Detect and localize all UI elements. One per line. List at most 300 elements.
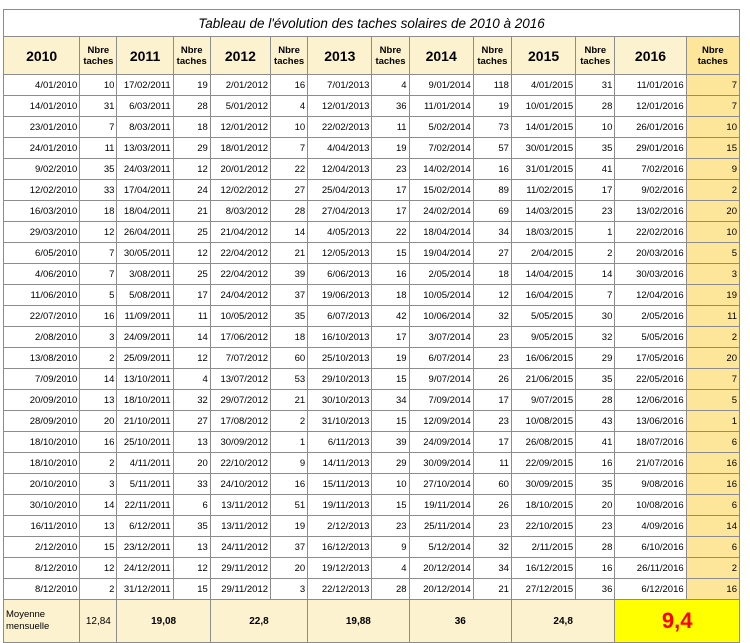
table-row bbox=[4, 453, 740, 474]
date-cell: 15/02/2014 bbox=[409, 180, 473, 201]
table-row bbox=[4, 474, 740, 495]
count-cell: 21 bbox=[271, 390, 308, 411]
count-cell: 17 bbox=[372, 180, 409, 201]
average-value-2015: 24,8 bbox=[511, 600, 614, 643]
count-cell: 26 bbox=[473, 495, 511, 516]
count-cell: 43 bbox=[576, 411, 615, 432]
count-cell: 7 bbox=[80, 264, 117, 285]
count-cell: 23 bbox=[372, 159, 409, 180]
table-row bbox=[4, 369, 740, 390]
count-cell: 12 bbox=[80, 222, 117, 243]
count-cell: 15 bbox=[372, 243, 409, 264]
count-cell: 35 bbox=[576, 369, 615, 390]
date-cell: 24/09/2014 bbox=[409, 432, 473, 453]
date-cell: 11/01/2016 bbox=[615, 75, 686, 96]
count-cell: 2 bbox=[80, 579, 117, 600]
table-row bbox=[4, 285, 740, 306]
count-cell: 60 bbox=[271, 348, 308, 369]
date-cell: 30/05/2011 bbox=[117, 243, 173, 264]
date-cell: 2/05/2016 bbox=[615, 306, 686, 327]
count-cell: 1 bbox=[271, 432, 308, 453]
count-cell: 16 bbox=[576, 453, 615, 474]
date-cell: 16/12/2013 bbox=[308, 537, 372, 558]
count-cell: 35 bbox=[576, 474, 615, 495]
solar-spots-table-container bbox=[3, 9, 740, 643]
date-cell: 27/10/2014 bbox=[409, 474, 473, 495]
count-cell: 14 bbox=[80, 369, 117, 390]
date-cell: 20/12/2014 bbox=[409, 579, 473, 600]
date-cell: 29/11/2012 bbox=[210, 558, 270, 579]
date-cell: 24/02/2014 bbox=[409, 201, 473, 222]
count-cell: 10 bbox=[372, 474, 409, 495]
date-cell: 28/09/2010 bbox=[4, 411, 80, 432]
count-cell: 7 bbox=[80, 243, 117, 264]
count-cell: 28 bbox=[271, 201, 308, 222]
count-cell: 10 bbox=[80, 75, 117, 96]
date-cell: 29/10/2013 bbox=[308, 369, 372, 390]
date-cell: 24/11/2012 bbox=[210, 537, 270, 558]
count-cell: 16 bbox=[686, 453, 739, 474]
date-cell: 26/11/2016 bbox=[615, 558, 686, 579]
average-value-2012: 22,8 bbox=[210, 600, 307, 643]
date-cell: 13/11/2012 bbox=[210, 495, 270, 516]
date-cell: 4/04/2013 bbox=[308, 138, 372, 159]
date-cell: 12/02/2010 bbox=[4, 180, 80, 201]
date-cell: 2/12/2013 bbox=[308, 516, 372, 537]
count-cell: 15 bbox=[372, 495, 409, 516]
count-cell: 37 bbox=[271, 537, 308, 558]
count-cell: 4 bbox=[271, 96, 308, 117]
count-cell: 19 bbox=[372, 348, 409, 369]
date-cell: 4/01/2010 bbox=[4, 75, 80, 96]
count-cell: 25 bbox=[173, 222, 210, 243]
date-cell: 14/04/2015 bbox=[511, 264, 575, 285]
date-cell: 18/04/2011 bbox=[117, 201, 173, 222]
date-cell: 9/02/2010 bbox=[4, 159, 80, 180]
table-row bbox=[4, 327, 740, 348]
count-cell: 2 bbox=[80, 453, 117, 474]
count-cell: 15 bbox=[173, 579, 210, 600]
year-header-2012: 2012 bbox=[210, 37, 270, 75]
date-cell: 10/01/2015 bbox=[511, 96, 575, 117]
count-cell: 13 bbox=[80, 390, 117, 411]
count-cell: 33 bbox=[173, 474, 210, 495]
count-cell: 32 bbox=[473, 306, 511, 327]
date-cell: 13/02/2016 bbox=[615, 201, 686, 222]
date-cell: 2/11/2015 bbox=[511, 537, 575, 558]
year-header-2015: 2015 bbox=[511, 37, 575, 75]
title-row bbox=[4, 10, 740, 37]
count-cell: 17 bbox=[473, 390, 511, 411]
date-cell: 30/10/2013 bbox=[308, 390, 372, 411]
count-cell: 19 bbox=[372, 138, 409, 159]
date-cell: 2/08/2010 bbox=[4, 327, 80, 348]
count-cell: 32 bbox=[173, 390, 210, 411]
date-cell: 4/01/2015 bbox=[511, 75, 575, 96]
count-cell: 22 bbox=[271, 159, 308, 180]
average-value-2011: 19,08 bbox=[117, 600, 210, 643]
count-cell: 20 bbox=[576, 495, 615, 516]
count-cell: 14 bbox=[271, 222, 308, 243]
date-cell: 25/09/2011 bbox=[117, 348, 173, 369]
date-cell: 26/01/2016 bbox=[615, 117, 686, 138]
year-header-2016: 2016 bbox=[615, 37, 686, 75]
date-cell: 25/11/2014 bbox=[409, 516, 473, 537]
count-header-2011: Nbre taches bbox=[173, 37, 210, 75]
date-cell: 17/05/2016 bbox=[615, 348, 686, 369]
count-cell: 28 bbox=[576, 390, 615, 411]
table-row bbox=[4, 243, 740, 264]
average-value-2010: 12,84 bbox=[80, 600, 117, 643]
count-cell: 17 bbox=[576, 180, 615, 201]
date-cell: 12/04/2016 bbox=[615, 285, 686, 306]
count-cell: 9 bbox=[372, 537, 409, 558]
count-cell: 10 bbox=[576, 117, 615, 138]
date-cell: 9/02/2016 bbox=[615, 180, 686, 201]
date-cell: 19/11/2014 bbox=[409, 495, 473, 516]
date-cell: 24/03/2011 bbox=[117, 159, 173, 180]
count-cell: 89 bbox=[473, 180, 511, 201]
count-cell: 15 bbox=[80, 537, 117, 558]
date-cell: 14/11/2013 bbox=[308, 453, 372, 474]
count-cell: 28 bbox=[173, 96, 210, 117]
count-cell: 22 bbox=[372, 222, 409, 243]
count-cell: 35 bbox=[271, 306, 308, 327]
count-cell: 21 bbox=[173, 201, 210, 222]
count-cell: 16 bbox=[372, 264, 409, 285]
date-cell: 9/07/2015 bbox=[511, 390, 575, 411]
table-row bbox=[4, 516, 740, 537]
year-header-2013: 2013 bbox=[308, 37, 372, 75]
date-cell: 5/01/2012 bbox=[210, 96, 270, 117]
count-cell: 1 bbox=[576, 222, 615, 243]
count-cell: 29 bbox=[576, 348, 615, 369]
year-header-2010: 2010 bbox=[4, 37, 80, 75]
count-cell: 60 bbox=[473, 474, 511, 495]
count-cell: 11 bbox=[80, 138, 117, 159]
count-cell: 39 bbox=[271, 264, 308, 285]
count-cell: 16 bbox=[686, 579, 739, 600]
count-header-2015: Nbre taches bbox=[576, 37, 615, 75]
count-cell: 15 bbox=[372, 411, 409, 432]
count-cell: 6 bbox=[173, 495, 210, 516]
date-cell: 18/10/2011 bbox=[117, 390, 173, 411]
count-cell: 7 bbox=[686, 369, 739, 390]
table-row bbox=[4, 579, 740, 600]
date-cell: 5/05/2015 bbox=[511, 306, 575, 327]
date-cell: 6/03/2011 bbox=[117, 96, 173, 117]
count-header-2014: Nbre taches bbox=[473, 37, 511, 75]
count-cell: 7 bbox=[271, 138, 308, 159]
date-cell: 22/11/2011 bbox=[117, 495, 173, 516]
date-cell: 29/01/2016 bbox=[615, 138, 686, 159]
table-row bbox=[4, 558, 740, 579]
count-cell: 35 bbox=[576, 138, 615, 159]
date-cell: 17/02/2011 bbox=[117, 75, 173, 96]
count-cell: 7 bbox=[686, 96, 739, 117]
count-cell: 35 bbox=[173, 516, 210, 537]
count-cell: 23 bbox=[473, 516, 511, 537]
count-cell: 12 bbox=[173, 159, 210, 180]
date-cell: 29/03/2010 bbox=[4, 222, 80, 243]
date-cell: 2/04/2015 bbox=[511, 243, 575, 264]
date-cell: 16/04/2015 bbox=[511, 285, 575, 306]
date-cell: 27/04/2013 bbox=[308, 201, 372, 222]
table-row bbox=[4, 432, 740, 453]
year-header-2011: 2011 bbox=[117, 37, 173, 75]
count-cell: 23 bbox=[473, 411, 511, 432]
count-cell: 13 bbox=[173, 537, 210, 558]
count-cell: 24 bbox=[173, 180, 210, 201]
table-row bbox=[4, 306, 740, 327]
count-cell: 16 bbox=[686, 474, 739, 495]
count-cell: 12 bbox=[80, 558, 117, 579]
date-cell: 22/12/2013 bbox=[308, 579, 372, 600]
count-cell: 20 bbox=[271, 558, 308, 579]
count-cell: 4 bbox=[372, 558, 409, 579]
count-cell: 32 bbox=[576, 327, 615, 348]
count-cell: 2 bbox=[686, 180, 739, 201]
date-cell: 22/05/2016 bbox=[615, 369, 686, 390]
count-cell: 34 bbox=[473, 558, 511, 579]
count-cell: 18 bbox=[80, 201, 117, 222]
count-cell: 51 bbox=[271, 495, 308, 516]
count-cell: 6 bbox=[686, 432, 739, 453]
count-cell: 19 bbox=[271, 516, 308, 537]
date-cell: 6/06/2013 bbox=[308, 264, 372, 285]
table-row bbox=[4, 180, 740, 201]
count-cell: 17 bbox=[372, 327, 409, 348]
count-cell: 32 bbox=[473, 537, 511, 558]
date-cell: 21/06/2015 bbox=[511, 369, 575, 390]
date-cell: 21/04/2012 bbox=[210, 222, 270, 243]
date-cell: 22/04/2012 bbox=[210, 243, 270, 264]
date-cell: 9/07/2014 bbox=[409, 369, 473, 390]
count-cell: 15 bbox=[372, 369, 409, 390]
date-cell: 11/01/2014 bbox=[409, 96, 473, 117]
date-cell: 19/06/2013 bbox=[308, 285, 372, 306]
date-cell: 22/10/2015 bbox=[511, 516, 575, 537]
date-cell: 24/09/2011 bbox=[117, 327, 173, 348]
count-cell: 2 bbox=[80, 348, 117, 369]
count-cell: 31 bbox=[576, 75, 615, 96]
count-cell: 118 bbox=[473, 75, 511, 96]
date-cell: 26/04/2011 bbox=[117, 222, 173, 243]
table-row bbox=[4, 96, 740, 117]
date-cell: 8/03/2012 bbox=[210, 201, 270, 222]
date-cell: 11/09/2011 bbox=[117, 306, 173, 327]
date-cell: 30/01/2015 bbox=[511, 138, 575, 159]
date-cell: 20/01/2012 bbox=[210, 159, 270, 180]
count-cell: 11 bbox=[372, 117, 409, 138]
date-cell: 13/06/2016 bbox=[615, 411, 686, 432]
count-cell: 10 bbox=[686, 117, 739, 138]
date-cell: 19/04/2014 bbox=[409, 243, 473, 264]
date-cell: 7/07/2012 bbox=[210, 348, 270, 369]
date-cell: 14/02/2014 bbox=[409, 159, 473, 180]
date-cell: 9/08/2016 bbox=[615, 474, 686, 495]
date-cell: 4/06/2010 bbox=[4, 264, 80, 285]
year-header-2014: 2014 bbox=[409, 37, 473, 75]
count-cell: 18 bbox=[173, 117, 210, 138]
count-cell: 33 bbox=[80, 180, 117, 201]
count-cell: 20 bbox=[80, 411, 117, 432]
date-cell: 22/10/2012 bbox=[210, 453, 270, 474]
count-cell: 3 bbox=[271, 579, 308, 600]
date-cell: 14/03/2015 bbox=[511, 201, 575, 222]
date-cell: 30/09/2015 bbox=[511, 474, 575, 495]
date-cell: 20/03/2016 bbox=[615, 243, 686, 264]
date-cell: 31/01/2015 bbox=[511, 159, 575, 180]
count-cell: 34 bbox=[473, 222, 511, 243]
date-cell: 6/12/2011 bbox=[117, 516, 173, 537]
count-cell: 16 bbox=[80, 306, 117, 327]
date-cell: 18/07/2016 bbox=[615, 432, 686, 453]
average-row bbox=[4, 600, 740, 643]
date-cell: 7/09/2014 bbox=[409, 390, 473, 411]
date-cell: 16/03/2010 bbox=[4, 201, 80, 222]
count-cell: 3 bbox=[686, 264, 739, 285]
date-cell: 7/09/2010 bbox=[4, 369, 80, 390]
count-cell: 37 bbox=[271, 285, 308, 306]
date-cell: 5/05/2016 bbox=[615, 327, 686, 348]
count-cell: 6 bbox=[686, 495, 739, 516]
average-label: Moyenne mensuelle bbox=[4, 600, 80, 643]
date-cell: 26/08/2015 bbox=[511, 432, 575, 453]
date-cell: 10/06/2014 bbox=[409, 306, 473, 327]
count-cell: 13 bbox=[173, 432, 210, 453]
count-cell: 7 bbox=[686, 75, 739, 96]
date-cell: 25/10/2011 bbox=[117, 432, 173, 453]
solar-spots-table bbox=[3, 9, 740, 643]
count-cell: 29 bbox=[173, 138, 210, 159]
date-cell: 12/04/2013 bbox=[308, 159, 372, 180]
date-cell: 5/12/2014 bbox=[409, 537, 473, 558]
date-cell: 3/07/2014 bbox=[409, 327, 473, 348]
table-row bbox=[4, 537, 740, 558]
count-cell: 21 bbox=[473, 579, 511, 600]
count-cell: 17 bbox=[473, 432, 511, 453]
table-body bbox=[4, 75, 740, 600]
table-row bbox=[4, 264, 740, 285]
date-cell: 8/03/2011 bbox=[117, 117, 173, 138]
count-cell: 2 bbox=[686, 558, 739, 579]
count-cell: 12 bbox=[173, 243, 210, 264]
date-cell: 16/10/2013 bbox=[308, 327, 372, 348]
count-cell: 53 bbox=[271, 369, 308, 390]
date-cell: 12/01/2016 bbox=[615, 96, 686, 117]
date-cell: 13/07/2012 bbox=[210, 369, 270, 390]
count-cell: 2 bbox=[271, 411, 308, 432]
date-cell: 30/10/2010 bbox=[4, 495, 80, 516]
date-cell: 18/03/2015 bbox=[511, 222, 575, 243]
count-cell: 19 bbox=[173, 75, 210, 96]
date-cell: 7/02/2014 bbox=[409, 138, 473, 159]
date-cell: 16/12/2015 bbox=[511, 558, 575, 579]
count-cell: 42 bbox=[372, 306, 409, 327]
count-cell: 12 bbox=[473, 285, 511, 306]
count-cell: 7 bbox=[80, 117, 117, 138]
count-cell: 10 bbox=[271, 117, 308, 138]
count-cell: 14 bbox=[576, 264, 615, 285]
count-cell: 41 bbox=[576, 432, 615, 453]
date-cell: 8/12/2010 bbox=[4, 579, 80, 600]
date-cell: 12/02/2012 bbox=[210, 180, 270, 201]
table-row bbox=[4, 495, 740, 516]
count-cell: 23 bbox=[473, 348, 511, 369]
date-cell: 4/05/2013 bbox=[308, 222, 372, 243]
count-cell: 69 bbox=[473, 201, 511, 222]
date-cell: 12/01/2012 bbox=[210, 117, 270, 138]
date-cell: 2/12/2010 bbox=[4, 537, 80, 558]
count-cell: 19 bbox=[686, 285, 739, 306]
date-cell: 19/11/2013 bbox=[308, 495, 372, 516]
date-cell: 18/01/2012 bbox=[210, 138, 270, 159]
date-cell: 12/01/2013 bbox=[308, 96, 372, 117]
count-cell: 15 bbox=[686, 138, 739, 159]
date-cell: 2/05/2014 bbox=[409, 264, 473, 285]
table-row bbox=[4, 138, 740, 159]
count-cell: 31 bbox=[80, 96, 117, 117]
count-cell: 12 bbox=[173, 558, 210, 579]
date-cell: 4/09/2016 bbox=[615, 516, 686, 537]
count-cell: 39 bbox=[372, 432, 409, 453]
date-cell: 22/02/2013 bbox=[308, 117, 372, 138]
table-row bbox=[4, 222, 740, 243]
date-cell: 10/08/2016 bbox=[615, 495, 686, 516]
table-row bbox=[4, 390, 740, 411]
date-cell: 13/10/2011 bbox=[117, 369, 173, 390]
table-row bbox=[4, 201, 740, 222]
count-cell: 2 bbox=[686, 327, 739, 348]
date-cell: 13/08/2010 bbox=[4, 348, 80, 369]
count-cell: 57 bbox=[473, 138, 511, 159]
count-header-2013: Nbre taches bbox=[372, 37, 409, 75]
date-cell: 7/02/2016 bbox=[615, 159, 686, 180]
count-cell: 19 bbox=[473, 96, 511, 117]
date-cell: 22/04/2012 bbox=[210, 264, 270, 285]
count-header-2012: Nbre taches bbox=[271, 37, 308, 75]
date-cell: 24/04/2012 bbox=[210, 285, 270, 306]
count-cell: 20 bbox=[173, 453, 210, 474]
count-cell: 12 bbox=[173, 348, 210, 369]
count-cell: 5 bbox=[80, 285, 117, 306]
date-cell: 30/09/2012 bbox=[210, 432, 270, 453]
date-cell: 31/12/2011 bbox=[117, 579, 173, 600]
table-title: Tableau de l'évolution des taches solaires de 2010 à 2016 bbox=[4, 10, 740, 37]
count-cell: 17 bbox=[173, 285, 210, 306]
date-cell: 17/04/2011 bbox=[117, 180, 173, 201]
count-cell: 1 bbox=[686, 411, 739, 432]
count-cell: 16 bbox=[473, 159, 511, 180]
date-cell: 24/01/2010 bbox=[4, 138, 80, 159]
date-cell: 18/10/2010 bbox=[4, 453, 80, 474]
date-cell: 6/05/2010 bbox=[4, 243, 80, 264]
count-cell: 11 bbox=[686, 306, 739, 327]
count-cell: 29 bbox=[372, 453, 409, 474]
date-cell: 5/02/2014 bbox=[409, 117, 473, 138]
date-cell: 14/01/2015 bbox=[511, 117, 575, 138]
date-cell: 6/07/2013 bbox=[308, 306, 372, 327]
date-cell: 16/11/2010 bbox=[4, 516, 80, 537]
date-cell: 16/06/2015 bbox=[511, 348, 575, 369]
date-cell: 15/11/2013 bbox=[308, 474, 372, 495]
date-cell: 20/09/2010 bbox=[4, 390, 80, 411]
count-cell: 16 bbox=[576, 558, 615, 579]
date-cell: 2/01/2012 bbox=[210, 75, 270, 96]
count-cell: 7 bbox=[576, 285, 615, 306]
date-cell: 17/08/2012 bbox=[210, 411, 270, 432]
